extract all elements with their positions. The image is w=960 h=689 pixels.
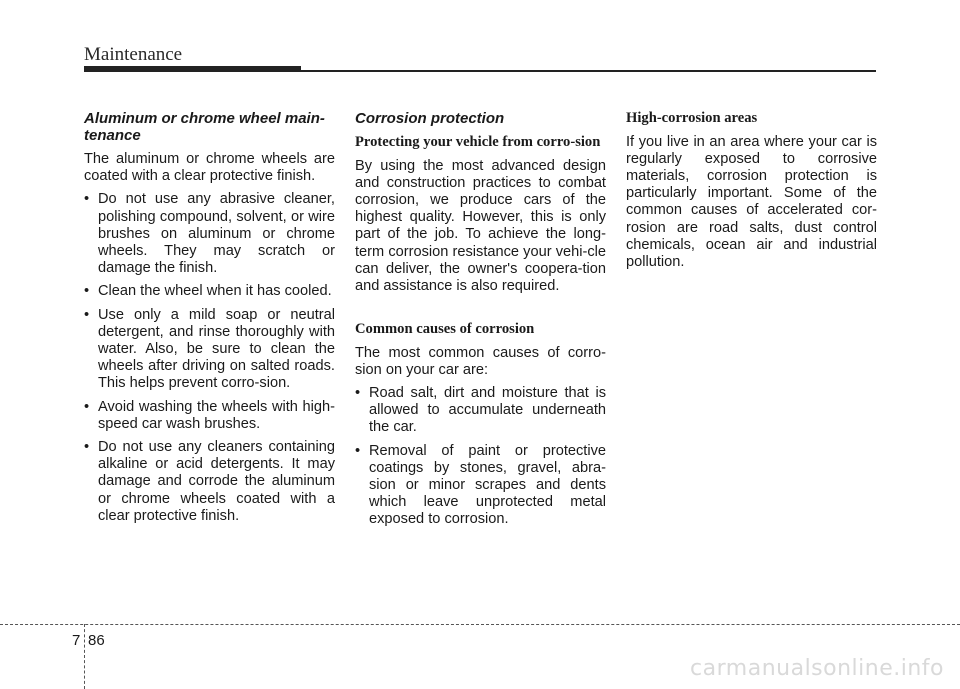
list-item: • Avoid washing the wheels with high-speed car wash brushes. — [84, 398, 335, 432]
bullet-list-causes — [355, 385, 606, 529]
list-item: • Clean the wheel when it has cooled. — [84, 283, 332, 300]
bullet-icon: • — [84, 439, 90, 456]
bullet-icon: • — [355, 442, 361, 459]
paragraph-protecting-vehicle: By using the most advanced design and construction practices to combat corrosion, we produce cars of the highest quality. However, this is only part of the job. To achieve the long-term corrosion resistance your vehi-cle can deliver, the owner's coopera-tion and assistance is also required. — [355, 157, 606, 294]
list-item: • Use only a mild soap or neutral detergent, and rinse thoroughly with water. Also, be sure to clean the wheels after driving on salted roads. This helps prevent corro-sion. — [84, 306, 335, 392]
paragraph-common-causes: The most common causes of corro-sion on your car are: — [355, 344, 606, 378]
list-item: • Removal of paint or protective coatings by stones, gravel, abra-sion or minor scrapes and dents which leave unprotected metal exposed to corrosion. — [355, 442, 606, 528]
chapter-number: 7 — [72, 632, 81, 649]
bullet-icon: • — [355, 385, 361, 402]
bullet-icon: • — [84, 398, 90, 415]
section-heading-wheel-maintenance: Aluminum or chrome wheel main-tenance — [84, 110, 325, 144]
column-corrosion-protection — [355, 110, 606, 535]
section-heading-corrosion-protection: Corrosion protection — [355, 110, 505, 127]
list-item: • Do not use any cleaners containing alkaline or acid detergents. It may damage and corrode the aluminum or chrome wheels coated with a clear protective finish. — [84, 439, 335, 524]
page-number: 86 — [88, 632, 105, 649]
bullet-icon: • — [84, 283, 90, 300]
column-wheel-maintenance — [84, 110, 335, 531]
paragraph-high-corrosion-areas: If you live in an area where your car is regularly exposed to corrosive materials, corrosion protection is particularly important. Some of the common causes of accelerated cor-rosion are road salts, dust control chemicals, ocean air and industrial pollution. — [626, 133, 877, 270]
paragraph-wheel-intro: The aluminum or chrome wheels are coated with a clear protective finish. — [84, 151, 335, 185]
page-header-title: Maintenance — [84, 44, 183, 65]
footer-vertical-dashed-rule — [84, 624, 85, 689]
subheading-common-causes: Common causes of corrosion — [355, 321, 535, 338]
subheading-high-corrosion-areas: High-corrosion areas — [626, 110, 758, 126]
subheading-protecting-vehicle: Protecting your vehicle from corro-sion — [355, 134, 601, 150]
list-item: • Do not use any abrasive cleaner, polishing compound, solvent, or wire brushes on aluminum or chrome wheels. They may scratch or damage the finish. — [84, 191, 335, 277]
header-rule-thin — [301, 70, 876, 72]
header-rule-thick — [84, 66, 301, 72]
bullet-list-wheel — [84, 191, 335, 525]
watermark: carmanualsonline.info — [690, 656, 944, 681]
list-item: • Road salt, dirt and moisture that is allowed to accumulate underneath the car. — [355, 385, 606, 436]
bullet-icon: • — [84, 306, 90, 323]
bullet-icon: • — [84, 191, 90, 208]
footer-dashed-rule — [0, 624, 960, 625]
column-high-corrosion — [626, 110, 877, 277]
